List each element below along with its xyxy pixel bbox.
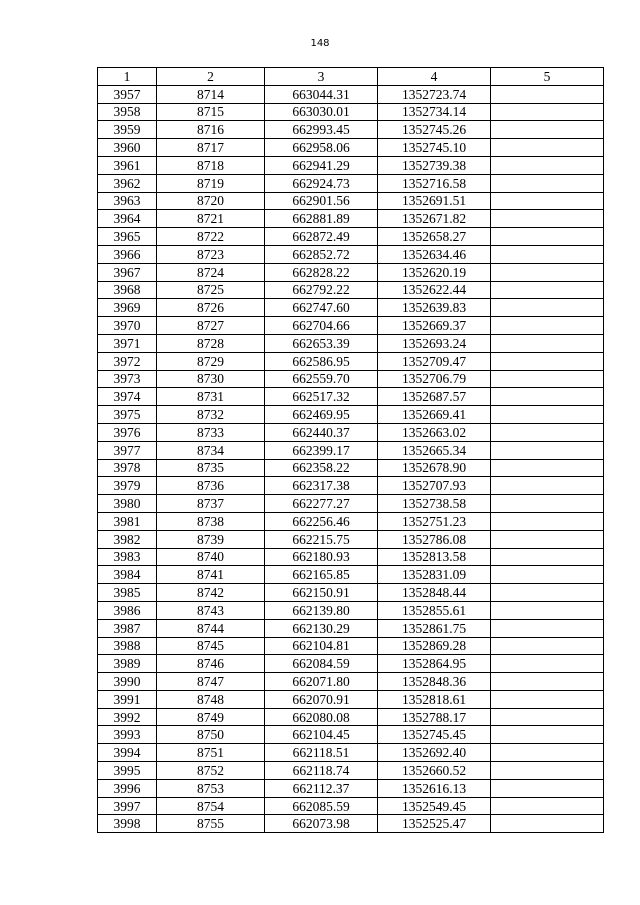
table-row [98,317,604,335]
table-cell: 662071.80 [265,673,378,691]
table-row [98,370,604,388]
table-cell: 662080.08 [265,708,378,726]
table-cell: 662852.72 [265,245,378,263]
table-cell [491,779,604,797]
table-cell: 3979 [98,477,157,495]
table-row [98,779,604,797]
table-cell: 1352716.58 [378,174,491,192]
table-row [98,619,604,637]
table-cell: 1352723.74 [378,85,491,103]
table-row [98,228,604,246]
table-cell: 8734 [157,441,265,459]
table-cell: 3995 [98,762,157,780]
table-cell: 1352745.45 [378,726,491,744]
table-cell: 662104.81 [265,637,378,655]
table-cell: 1352549.45 [378,797,491,815]
table-cell: 1352848.44 [378,584,491,602]
table-cell [491,708,604,726]
coordinates-table [97,67,604,833]
table-row [98,512,604,530]
table-cell: 8719 [157,174,265,192]
table-cell: 662747.60 [265,299,378,317]
table-cell: 8735 [157,459,265,477]
table-cell [491,281,604,299]
table-cell: 662872.49 [265,228,378,246]
table-cell: 1352706.79 [378,370,491,388]
table-cell [491,815,604,833]
table-cell: 662112.37 [265,779,378,797]
table-row [98,192,604,210]
table-cell: 8739 [157,530,265,548]
table-row [98,406,604,424]
table-cell: 3960 [98,139,157,157]
table-cell: 3963 [98,192,157,210]
table-cell: 662993.45 [265,121,378,139]
table-cell: 3981 [98,512,157,530]
table-row [98,85,604,103]
table-cell: 662358.22 [265,459,378,477]
table-cell [491,441,604,459]
table-row [98,762,604,780]
table-cell: 8730 [157,370,265,388]
table-cell [491,548,604,566]
table-cell: 1352639.83 [378,299,491,317]
table-cell: 1352634.46 [378,245,491,263]
table-cell: 3987 [98,619,157,637]
table-row [98,548,604,566]
table-cell [491,156,604,174]
table-cell: 3980 [98,495,157,513]
table-cell: 662256.46 [265,512,378,530]
table-cell: 662828.22 [265,263,378,281]
table-cell: 662469.95 [265,406,378,424]
table-cell: 8750 [157,726,265,744]
table-cell: 1352669.41 [378,406,491,424]
table-cell: 8741 [157,566,265,584]
table-cell: 1352622.44 [378,281,491,299]
table-row [98,708,604,726]
table-cell [491,406,604,424]
table-cell [491,655,604,673]
table-cell: 662440.37 [265,423,378,441]
table-cell [491,139,604,157]
table-cell: 1352869.28 [378,637,491,655]
table-cell: 1352745.10 [378,139,491,157]
table-cell: 3990 [98,673,157,691]
table-cell: 662180.93 [265,548,378,566]
table-cell: 1352864.95 [378,655,491,673]
table-row [98,210,604,228]
table-cell: 8718 [157,156,265,174]
table-cell: 3984 [98,566,157,584]
table-cell [491,584,604,602]
table-cell: 3961 [98,156,157,174]
table-cell: 3986 [98,601,157,619]
table-cell: 662085.59 [265,797,378,815]
table-row [98,121,604,139]
table-row [98,655,604,673]
table-cell: 662139.80 [265,601,378,619]
table-cell: 8737 [157,495,265,513]
table-cell: 662070.91 [265,690,378,708]
column-header: 3 [265,68,378,86]
table-cell [491,103,604,121]
table-cell: 8717 [157,139,265,157]
table-cell: 1352813.58 [378,548,491,566]
table-cell: 1352669.37 [378,317,491,335]
table-cell: 8753 [157,779,265,797]
table-cell: 8738 [157,512,265,530]
table-cell: 8726 [157,299,265,317]
table-cell: 3993 [98,726,157,744]
table-cell: 1352616.13 [378,779,491,797]
table-cell [491,334,604,352]
table-cell: 8749 [157,708,265,726]
table-cell: 3989 [98,655,157,673]
table-cell: 8745 [157,637,265,655]
table-cell: 662317.38 [265,477,378,495]
table-cell [491,477,604,495]
table-cell: 3967 [98,263,157,281]
table-cell: 662924.73 [265,174,378,192]
table-cell: 8728 [157,334,265,352]
table-cell: 8747 [157,673,265,691]
table-cell: 1352660.52 [378,762,491,780]
table-cell: 8755 [157,815,265,833]
table-cell: 3974 [98,388,157,406]
table-cell: 3994 [98,744,157,762]
table-cell: 1352691.51 [378,192,491,210]
table-cell [491,388,604,406]
table-cell: 8727 [157,317,265,335]
table-cell: 3968 [98,281,157,299]
table-cell: 1352739.38 [378,156,491,174]
table-row [98,584,604,602]
table-cell: 3957 [98,85,157,103]
table-cell: 8729 [157,352,265,370]
table-cell: 1352693.24 [378,334,491,352]
table-cell [491,245,604,263]
table-cell: 3969 [98,299,157,317]
table-cell: 8714 [157,85,265,103]
table-cell: 1352665.34 [378,441,491,459]
table-cell: 1352678.90 [378,459,491,477]
table-row [98,744,604,762]
table-cell [491,797,604,815]
table-row [98,690,604,708]
table-cell: 8733 [157,423,265,441]
table-header-row [98,68,604,86]
table-cell: 8748 [157,690,265,708]
table-cell: 3973 [98,370,157,388]
table-row [98,103,604,121]
table-cell: 662073.98 [265,815,378,833]
table-cell [491,673,604,691]
table-cell: 8742 [157,584,265,602]
table-cell [491,423,604,441]
table-cell: 3972 [98,352,157,370]
table-cell [491,352,604,370]
table-row [98,530,604,548]
table-cell [491,85,604,103]
table-cell: 1352671.82 [378,210,491,228]
column-header: 1 [98,68,157,86]
table-cell: 662104.45 [265,726,378,744]
table-cell [491,210,604,228]
table-cell: 3988 [98,637,157,655]
table-cell [491,317,604,335]
table-cell [491,121,604,139]
table-cell [491,637,604,655]
table-cell: 1352788.17 [378,708,491,726]
table-cell: 662704.66 [265,317,378,335]
table-cell: 662653.39 [265,334,378,352]
table-row [98,601,604,619]
table-cell: 662215.75 [265,530,378,548]
table-row [98,263,604,281]
table-cell: 8723 [157,245,265,263]
table-cell: 1352658.27 [378,228,491,246]
table-cell [491,495,604,513]
table-cell: 8731 [157,388,265,406]
table-cell: 1352663.02 [378,423,491,441]
table-cell: 3992 [98,708,157,726]
table-cell [491,726,604,744]
table-cell: 1352734.14 [378,103,491,121]
table-cell: 1352855.61 [378,601,491,619]
table-cell: 3966 [98,245,157,263]
table-cell: 1352738.58 [378,495,491,513]
table-cell: 1352687.57 [378,388,491,406]
table-row [98,495,604,513]
table-cell: 3976 [98,423,157,441]
table-cell: 3996 [98,779,157,797]
table-cell: 662118.51 [265,744,378,762]
table-cell [491,192,604,210]
table-row [98,299,604,317]
table-cell: 1352818.61 [378,690,491,708]
table-cell [491,744,604,762]
table-row [98,334,604,352]
table-row [98,726,604,744]
table-cell: 662901.56 [265,192,378,210]
table-cell: 3991 [98,690,157,708]
table-cell: 3975 [98,406,157,424]
table-cell: 3962 [98,174,157,192]
table-cell [491,566,604,584]
table-cell [491,512,604,530]
table-cell [491,370,604,388]
table-cell: 1352692.40 [378,744,491,762]
table-row [98,352,604,370]
table-cell [491,690,604,708]
table-cell: 8751 [157,744,265,762]
table-cell: 8740 [157,548,265,566]
table-cell: 3958 [98,103,157,121]
table-cell: 1352620.19 [378,263,491,281]
table-cell: 8715 [157,103,265,121]
table-cell: 662958.06 [265,139,378,157]
table-cell: 662792.22 [265,281,378,299]
table-cell: 1352786.08 [378,530,491,548]
table-cell [491,299,604,317]
table-row [98,637,604,655]
table-cell [491,530,604,548]
table-cell: 8754 [157,797,265,815]
table-cell: 662399.17 [265,441,378,459]
table-cell: 662150.91 [265,584,378,602]
table-row [98,673,604,691]
table-row [98,281,604,299]
table-cell: 8720 [157,192,265,210]
table-cell: 1352861.75 [378,619,491,637]
column-header: 2 [157,68,265,86]
table-cell: 1352751.23 [378,512,491,530]
table-row [98,245,604,263]
table-cell: 8724 [157,263,265,281]
table-cell: 8722 [157,228,265,246]
table-row [98,441,604,459]
table-cell: 662277.27 [265,495,378,513]
table-cell: 8721 [157,210,265,228]
table-row [98,174,604,192]
table-cell: 8732 [157,406,265,424]
table-cell [491,459,604,477]
table-cell [491,619,604,637]
column-header: 5 [491,68,604,86]
table-cell [491,762,604,780]
table-row [98,459,604,477]
table-cell: 8743 [157,601,265,619]
table-cell [491,228,604,246]
table-cell: 1352831.09 [378,566,491,584]
table-cell: 8746 [157,655,265,673]
table-cell: 662118.74 [265,762,378,780]
table-cell: 3964 [98,210,157,228]
table-cell: 3977 [98,441,157,459]
table-row [98,139,604,157]
table-cell: 662559.70 [265,370,378,388]
table-cell: 3970 [98,317,157,335]
table-row [98,797,604,815]
table-row [98,815,604,833]
table-cell: 662941.29 [265,156,378,174]
table-cell: 1352848.36 [378,673,491,691]
table-cell: 8752 [157,762,265,780]
table-cell: 3997 [98,797,157,815]
table-cell: 1352745.26 [378,121,491,139]
table-cell: 662881.89 [265,210,378,228]
table-body [98,85,604,832]
table-cell: 663044.31 [265,85,378,103]
table-cell: 3959 [98,121,157,139]
table-cell [491,263,604,281]
table-cell: 1352525.47 [378,815,491,833]
table-cell: 8725 [157,281,265,299]
table-cell: 662586.95 [265,352,378,370]
table-cell: 3971 [98,334,157,352]
table-cell: 3985 [98,584,157,602]
table-row [98,477,604,495]
table-cell: 3983 [98,548,157,566]
table-cell [491,174,604,192]
page-number: 148 [310,38,330,49]
table-cell: 663030.01 [265,103,378,121]
table-cell: 662165.85 [265,566,378,584]
table-cell: 3998 [98,815,157,833]
table-cell: 8716 [157,121,265,139]
table-cell: 662130.29 [265,619,378,637]
table-row [98,388,604,406]
table-row [98,156,604,174]
table-cell: 3965 [98,228,157,246]
table-cell: 1352709.47 [378,352,491,370]
table-cell: 1352707.93 [378,477,491,495]
table-cell: 3978 [98,459,157,477]
table-cell: 662084.59 [265,655,378,673]
table-cell: 8736 [157,477,265,495]
table-row [98,566,604,584]
table-cell: 662517.32 [265,388,378,406]
table-row [98,423,604,441]
column-header: 4 [378,68,491,86]
table-cell: 3982 [98,530,157,548]
table-cell: 8744 [157,619,265,637]
table-cell [491,601,604,619]
